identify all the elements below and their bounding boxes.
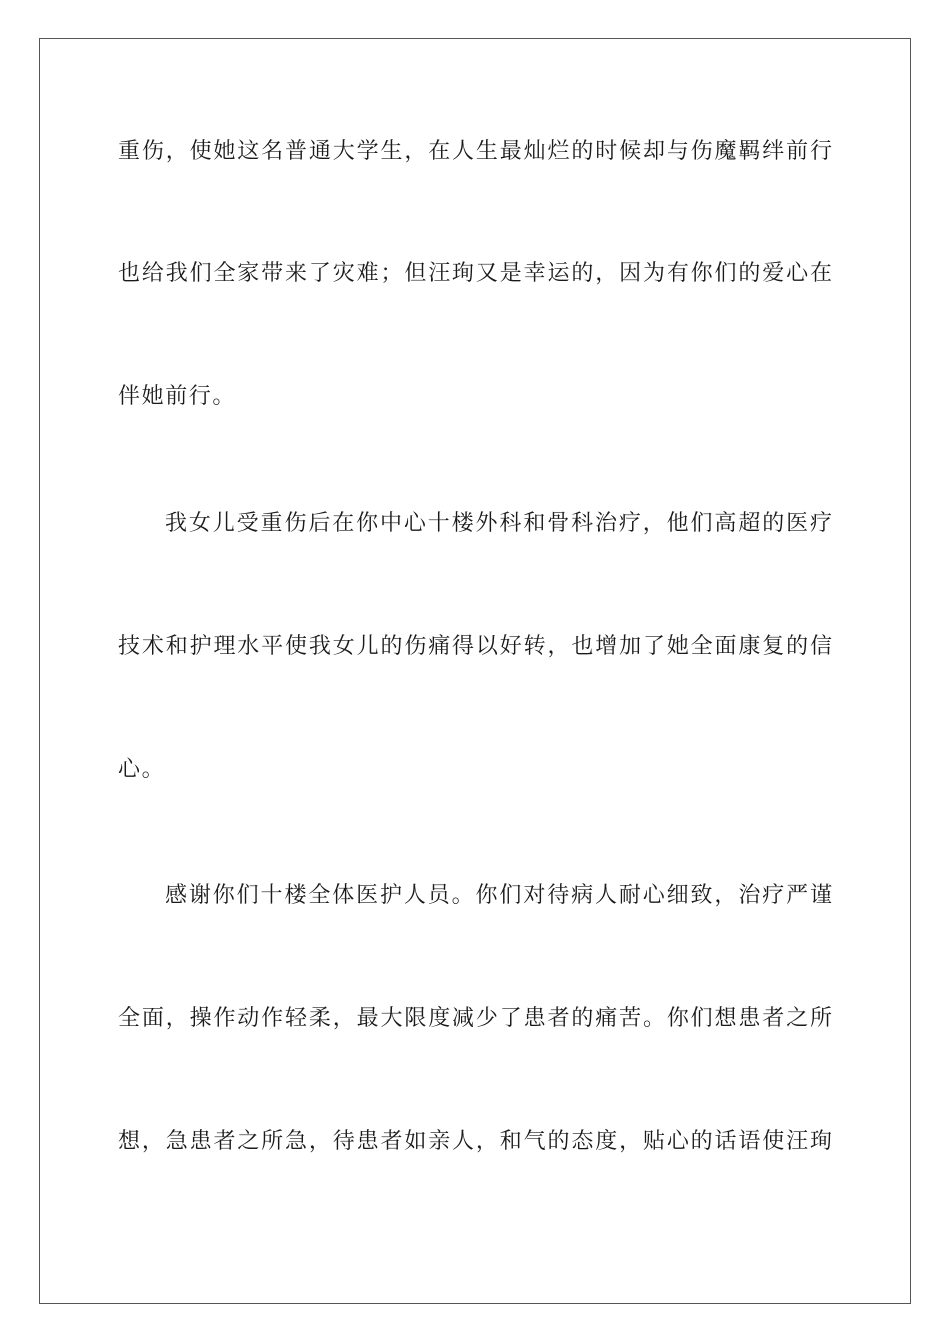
text-line-4: 我女儿受重伤后在你中心十楼外科和骨科治疗，他们高超的医疗 (165, 511, 832, 536)
text-line-3: 伴她前行。 (118, 384, 237, 409)
text-line-1: 重伤，使她这名普通大学生，在人生最灿烂的时候却与伤魔羁绊前行 (118, 139, 832, 164)
text-line-5: 技术和护理水平使我女儿的伤痛得以好转，也增加了她全面康复的信 (118, 634, 832, 659)
text-line-8: 全面，操作动作轻柔，最大限度减少了患者的痛苦。你们想患者之所 (118, 1006, 832, 1031)
text-line-7: 感谢你们十楼全体医护人员。你们对待病人耐心细致，治疗严谨 (165, 883, 832, 908)
text-line-6: 心。 (118, 757, 166, 782)
text-line-2: 也给我们全家带来了灾难；但汪珣又是幸运的，因为有你们的爱心在 (118, 261, 832, 286)
text-line-9: 想，急患者之所急，待患者如亲人，和气的态度，贴心的话语使汪珣 (118, 1129, 832, 1154)
page-border (39, 38, 911, 1304)
